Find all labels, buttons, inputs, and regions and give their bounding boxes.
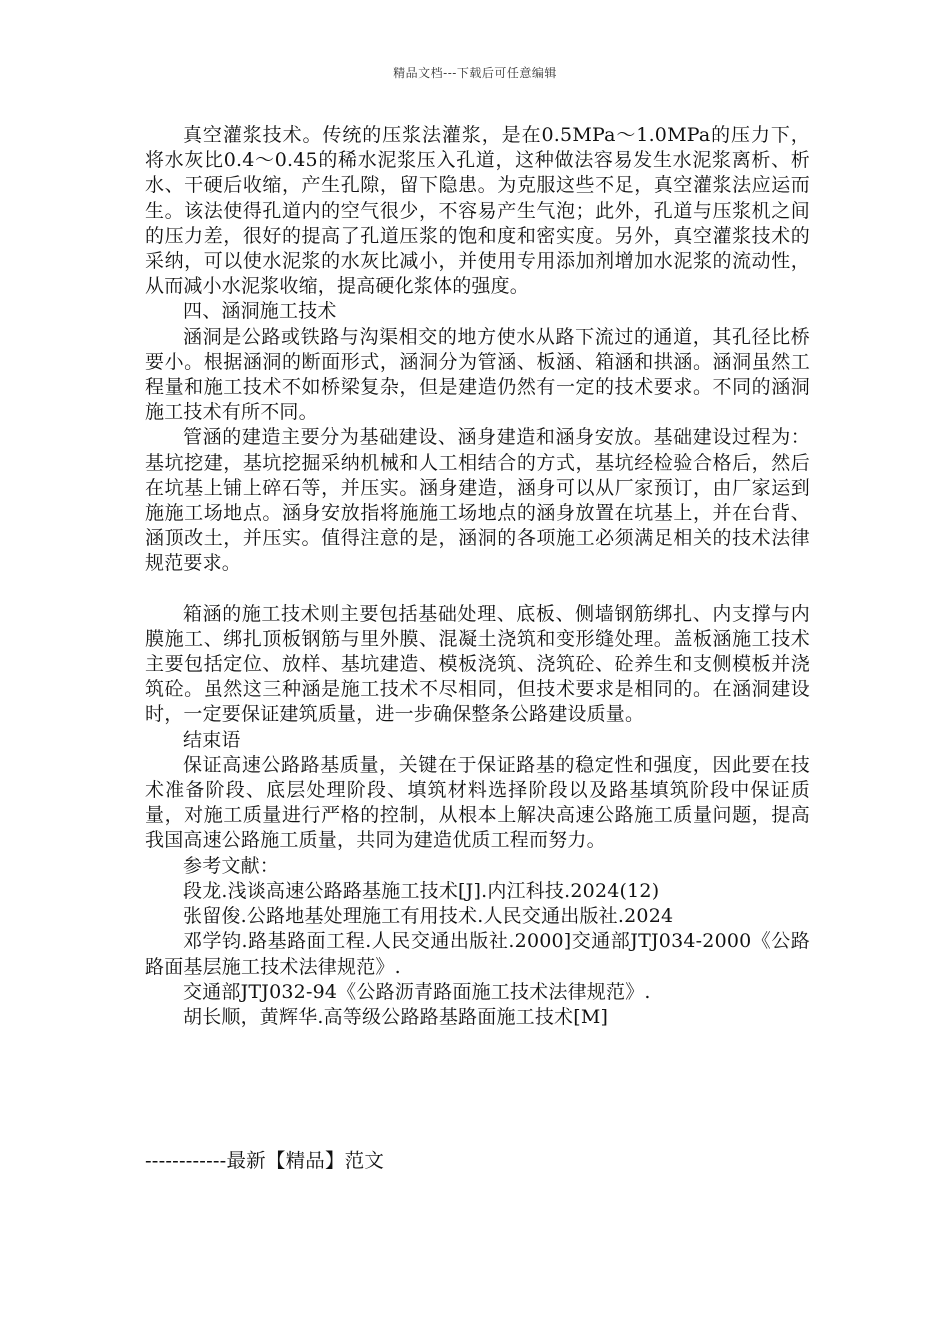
reference-item: 张留俊.公路地基处理施工有用技术.人民交通出版社.2024 xyxy=(183,905,674,928)
section-heading-culvert: 四、涵洞施工技术 xyxy=(183,300,337,323)
section-heading-conclusion: 结束语 xyxy=(183,728,241,751)
paragraph-conclusion: 保证高速公路路基质量，关键在于保证路基的稳定性和强度，因此要在技术准备阶段、底层处理阶段、填筑材料选择阶段以及路基填筑阶段中保证质量，对施工质量进行严格的控制，从根本上解决高速公路施工质量问题，提高我国高速公路施工质量，共同为建造优质工程而努力。 xyxy=(145,753,810,852)
page-footer: ------------最新【精品】范文 xyxy=(145,1149,385,1172)
document-body xyxy=(145,123,810,1030)
paragraph-box-culvert: 箱涵的施工技术则主要包括基础处理、底板、侧墙钢筋绑扎、内支撑与内膜施工、绑扎顶板钢筋与里外膜、混凝土浇筑和变形缝处理。盖板涵施工技术主要包括定位、放样、基坑建造、模板浇筑、浇筑砼、砼养生和支侧模板并浇筑砼。虽然这三种涵是施工技术不尽相同，但技术要求是相同的。在涵洞建设时，一定要保证建筑质量，进一步确保整条公路建设质量。 xyxy=(145,602,810,726)
paragraph-culvert-intro: 涵洞是公路或铁路与沟渠相交的地方使水从路下流过的通道，其孔径比桥要小。根据涵洞的断面形式，涵洞分为管涵、板涵、箱涵和拱涵。涵洞虽然工程量和施工技术不如桥梁复杂，但是建造仍然有一定的技术要求。不同的涵洞施工技术有所不同。 xyxy=(145,325,810,424)
reference-item: 胡长顺，黄辉华.高等级公路路基路面施工技术[M] xyxy=(183,1005,609,1028)
reference-item: 段龙.浅谈高速公路路基施工技术[J].内江科技.2024(12) xyxy=(183,879,660,902)
references-heading: 参考文献： xyxy=(183,854,280,877)
reference-item: 邓学钧.路基路面工程.人民交通出版社.2000]交通部JTJ034-2000《公路路面基层施工技术法律规范》. xyxy=(145,930,810,978)
page-header: 精品文档---下载后可任意编辑 xyxy=(393,66,557,80)
paragraph-pipe-culvert: 管涵的建造主要分为基础建设、涵身建造和涵身安放。基础建设过程为：基坑挖建，基坑挖掘采纳机械和人工相结合的方式，基坑经检验合格后，然后在坑基上铺上碎石等，并压实。涵身建造，涵身可以从厂家预订，由厂家运到施施工场地点。涵身安放指将施施工场地点的涵身放置在坑基上，并在台背、涵顶改土，并压实。值得注意的是，涵洞的各项施工必须满足相关的技术法律规范要求。 xyxy=(145,426,810,575)
reference-item: 交通部JTJ032-94《公路沥青路面施工技术法律规范》. xyxy=(183,980,651,1003)
paragraph-vacuum-grouting: 真空灌浆技术。传统的压浆法灌浆，是在0.5MPa～1.0MPa的压力下，将水灰比0.4～0.45的稀水泥浆压入孔道，这种做法容易发生水泥浆离析、析水、干硬后收缩，产生孔隙，留下隐患。为克服这些不足，真空灌浆法应运而生。该法使得孔道内的空气很少，不容易产生气泡；此外，孔道与压浆机之间的压力差，很好的提高了孔道压浆的饱和度和密实度。另外，真空灌浆技术的采纳，可以使水泥浆的水灰比减小，并使用专用添加剂增加水泥浆的流动性，从而减小水泥浆收缩，提高硬化浆体的强度。 xyxy=(145,124,810,298)
